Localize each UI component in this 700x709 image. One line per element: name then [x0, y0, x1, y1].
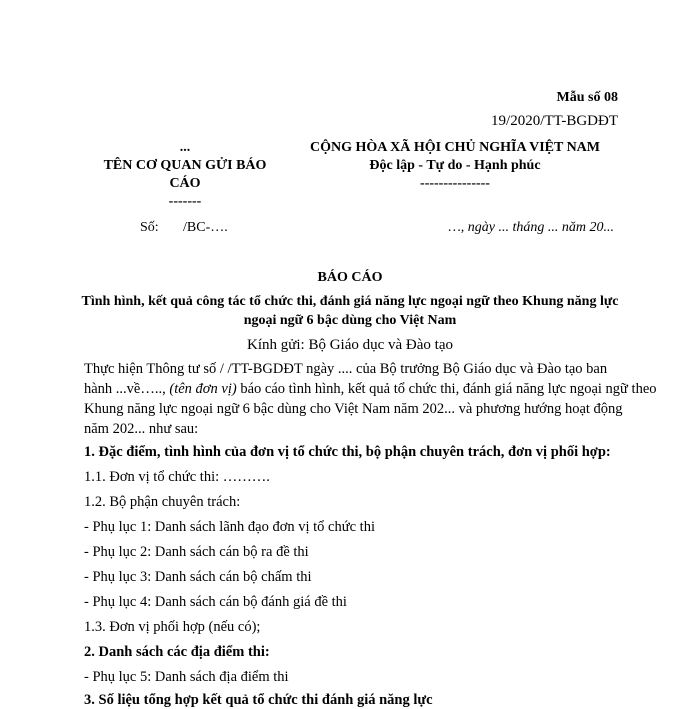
section-1-3: 1.3. Đơn vị phối hợp (nếu có);: [84, 619, 261, 635]
national-title: CỘNG HÒA XÃ HỘI CHỦ NGHĨA VIỆT NAM: [309, 140, 600, 155]
unit-name-placeholder: (tên đơn vị): [169, 381, 237, 397]
section-3-heading: 3. Số liệu tổng hợp kết quả tổ chức thi đánh giá năng lực: [84, 692, 433, 708]
intro-line-2: [84, 381, 657, 398]
report-subtitle-line2: ngoại ngữ 6 bậc dùng cho Việt Nam: [243, 313, 457, 328]
section-2-heading: 2. Danh sách các địa điểm thi:: [84, 644, 270, 660]
report-recipient: Kính gửi: Bộ Giáo dục và Đào tạo: [246, 337, 453, 353]
document-date: …, ngày ... tháng ... năm 20...: [448, 220, 614, 235]
section-1-heading: 1. Đặc điểm, tình hình của đơn vị tổ chức thi, bộ phận chuyên trách, đơn vị phối hợp:: [84, 444, 611, 460]
agency-rule: -------: [168, 194, 202, 209]
intro-line-2-start: hành ...về…..,: [84, 381, 166, 397]
agency-name-line2: CÁO: [169, 176, 201, 191]
annex-5: - Phụ lục 5: Danh sách địa điểm thi: [84, 669, 289, 685]
annex-1: - Phụ lục 1: Danh sách lãnh đạo đơn vị tổ chức thi: [84, 519, 375, 535]
document-number-label: Số:: [140, 220, 159, 235]
report-title: BÁO CÁO: [317, 270, 383, 285]
circular-reference: 19/2020/TT-BGDĐT: [491, 113, 618, 129]
form-number: Mẫu số 08: [556, 90, 618, 105]
annex-2: - Phụ lục 2: Danh sách cán bộ ra đề thi: [84, 544, 309, 560]
section-1-2: 1.2. Bộ phận chuyên trách:: [84, 494, 241, 510]
national-motto: Độc lập - Tự do - Hạnh phúc: [369, 158, 541, 173]
section-1-1: 1.1. Đơn vị tổ chức thi: ……….: [84, 469, 270, 485]
intro-line-2-end: báo cáo tình hình, kết quả tổ chức thi, đánh giá năng lực ngoại ngữ theo: [240, 381, 657, 397]
report-subtitle-line1: Tình hình, kết quả công tác tổ chức thi, đánh giá năng lực ngoại ngữ theo Khung năng lực: [81, 294, 619, 309]
motto-rule: ---------------: [420, 176, 490, 191]
agency-name-line1: TÊN CƠ QUAN GỬI BÁO: [103, 158, 267, 173]
annex-3: - Phụ lục 3: Danh sách cán bộ chấm thi: [84, 569, 312, 585]
annex-4: - Phụ lục 4: Danh sách cán bộ đánh giá đề thi: [84, 594, 347, 610]
intro-line-1: Thực hiện Thông tư số / /TT-BGDĐT ngày .... của Bộ trưởng Bộ Giáo dục và Đào tạo ban: [84, 361, 608, 377]
intro-line-3: Khung năng lực ngoại ngữ 6 bậc dùng cho Việt Nam năm 202... và phương hướng hoạt động: [84, 401, 623, 417]
document-number-value: /BC-….: [183, 220, 228, 235]
intro-line-4: năm 202... như sau:: [84, 421, 199, 437]
agency-dots: ...: [179, 140, 191, 155]
